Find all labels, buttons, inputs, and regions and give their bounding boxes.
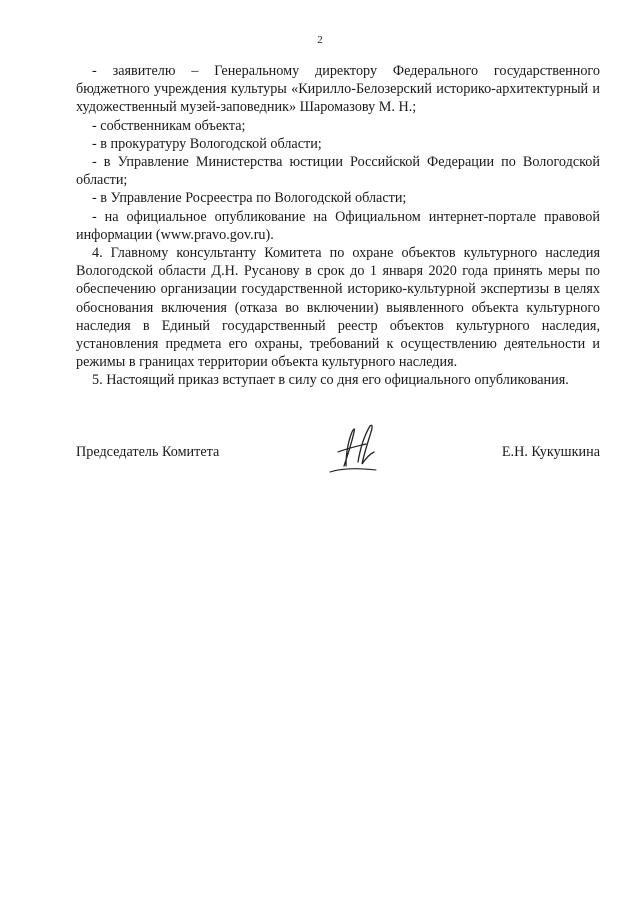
page-number: 2 [317,34,323,46]
paragraph-recipient-justice-ministry: - в Управление Министерства юстиции Российской Федерации по Вологодской области; [76,154,600,189]
signatory-name: Е.Н. Кукушкина [501,444,600,460]
document-body [76,62,600,390]
paragraph-recipient-rosreestr: - в Управление Росреестра по Вологодской области; [92,190,407,207]
signature-block [76,440,600,480]
handwritten-signature [324,418,388,480]
paragraph-item-4: 4. Главному консультанту Комитета по охране объектов культурного наследия Вологодской области Д.Н. Русанову в срок до 1 января 2020 года принять меры по обеспечению организации государственной историко-культурной экспертизы в целях обоснования включения (отказа во включении) выявленного объекта культурного наследия в Единый государственный реестр объектов культурного наследия, установления предмета его охраны, требований к осуществлению деятельности и режимы в границах территории объекта культурного наследия. [76,245,600,371]
paragraph-recipient-director: - заявителю – Генеральному директору Федерального государственного бюджетного учреждения культуры «Кирилло-Белозерский историко-архитектурный и художественный музей-заповедник» Шаромазову М. Н.; [76,63,600,116]
paragraph-recipient-owners: - собственникам объекта; [92,117,246,134]
paragraph-recipient-publication: - на официальное опубликование на Официальном интернет-портале правовой информации (www.pravo.gov.ru). [76,208,600,243]
paragraph-recipient-prosecutor: - в прокуратуру Вологодской области; [92,135,322,152]
signatory-role: Председатель Комитета [76,444,220,460]
paragraph-item-5: 5. Настоящий приказ вступает в силу со дня его официального опубликования. [92,372,569,389]
